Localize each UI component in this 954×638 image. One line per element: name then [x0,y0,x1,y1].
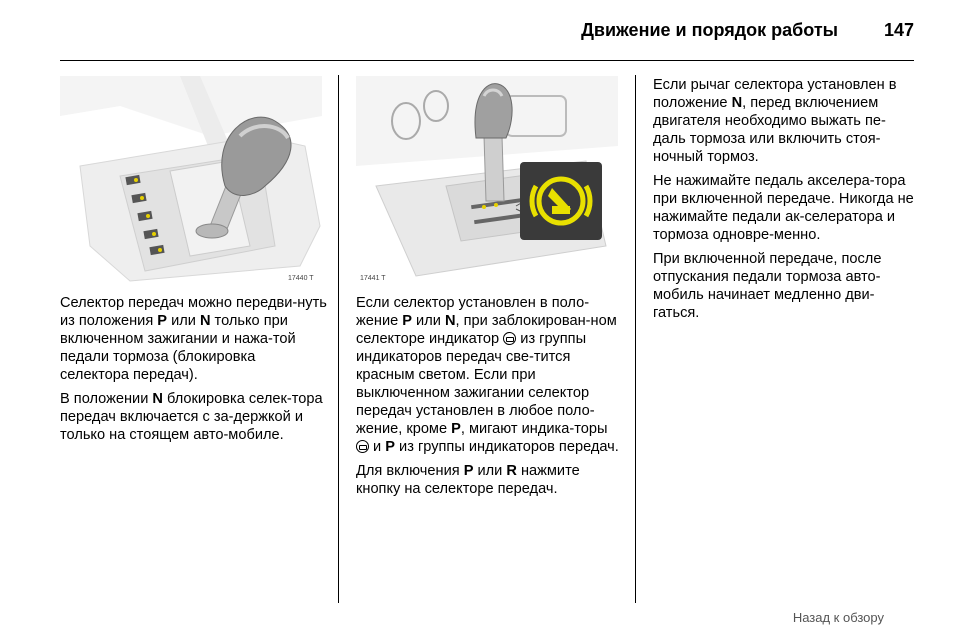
text: нажмите кнопку на селекторе передач. [356,463,580,497]
gear-letter: N [199,313,211,329]
gear-letter: N [444,313,456,329]
gear-letter: P [402,313,412,329]
text: Селектор передач можно передви-нуть из положения [60,295,327,329]
text: или [473,463,507,479]
text: Если рычаг селектора установлен в положение [653,77,897,111]
back-to-overview-link[interactable]: Назад к обзору [792,610,884,625]
column-divider-2 [635,75,636,603]
gear-letter: N [152,391,163,407]
text: , мигают индика-торы [460,421,608,437]
text: , перед включением двигателя необходимо выжать пе-даль тормоза или включить стоя-ночный тормоз. [653,95,886,165]
page-number: 147 [883,20,914,40]
text: или [412,313,445,329]
text: или [167,313,200,329]
left-figure-code: 17440 T [288,275,314,282]
gear-letter: R [506,463,517,479]
text: В положении [60,391,153,407]
column-3-text [653,76,918,328]
column-2-text [356,294,624,504]
text: Если селектор установлен в поло-жение [356,295,590,329]
text: и [369,439,386,455]
gear-selector-illustration [60,76,322,284]
column-divider-1 [338,75,339,603]
brake-indicator-icon [503,332,516,345]
text: , при заблокирован-ном селекторе индикатор [356,313,617,347]
paragraph [653,76,918,166]
paragraph [356,294,624,456]
gear-selector-indicator-illustration [356,76,618,284]
text: только при включенном зажигании и нажа-той педали тормоза (блокировка селектора передач). [60,313,296,383]
text: Для включения [356,463,464,479]
text: Не нажимайте педаль акселера-тора при включенной передаче. Никогда не нажимайте педали ак-селератора и тормоза одновре-менно. [653,173,914,243]
gear-letter: P [463,463,474,479]
text: блокировка селек-тора передач включается с за-держкой и только на стоящем авто-мобиле. [60,391,323,443]
column-1-text [60,294,328,450]
page-title: Движение и порядок работы [581,20,838,40]
paragraph [356,462,624,498]
paragraph [60,390,328,444]
paragraph [653,172,918,244]
header-rule [60,60,914,61]
gear-letter: N [731,95,743,111]
gear-letter: P [451,421,461,437]
brake-indicator-icon [356,440,369,453]
text: из группы индикаторов передач све-тится красным светом. Если при выключенном зажигании селектор передач установлен в любое поло-жение, кроме [356,331,595,437]
gear-letter: P [385,439,395,455]
paragraph [60,294,328,384]
text: из группы индикаторов передач. [395,439,619,455]
gear-letter: P [157,313,168,329]
text: При включенной передаче, после отпускания педали тормоза авто-мобиль начинает медленно дви-гаться. [653,251,882,321]
paragraph [653,250,918,322]
middle-figure-code: 17441 T [360,275,386,282]
